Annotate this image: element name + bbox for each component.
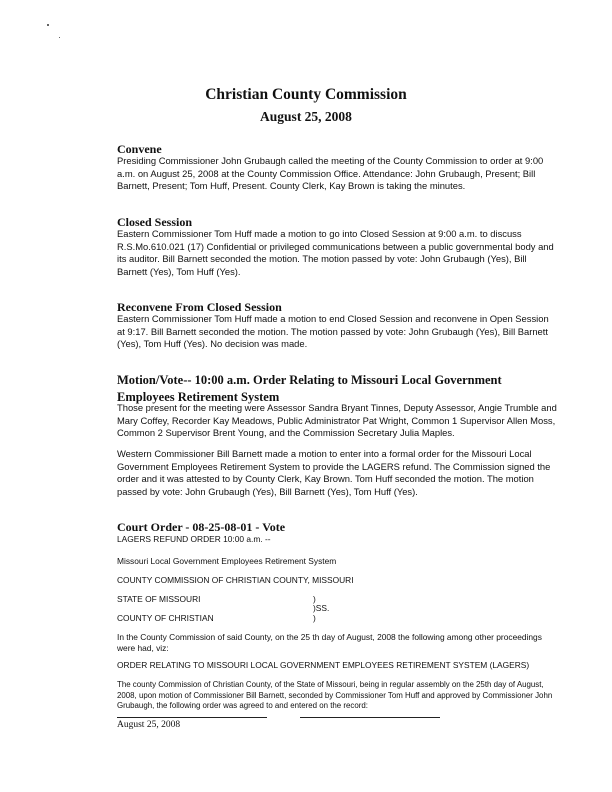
venue-brace-2: ) — [313, 613, 316, 623]
venue-ss: )SS. — [313, 603, 330, 613]
signature-line — [300, 717, 440, 718]
document-title: Christian County Commission — [205, 86, 407, 103]
motion-body: Western Commissioner Bill Barnett made a motion to enter into a formal order for the Missouri Local Government Employees Retirement System to provide the LAGERS refund. The Commission signed the order and it was attested to by County Clerk, Kay Brown. Tom Huff seconded the motion. The motion passed by vote: John Grubaugh (Yes), Bill Barnett (Yes), Tom Huff (Yes). — [117, 448, 551, 497]
state-label: STATE OF MISSOURI — [117, 594, 201, 604]
motion-attendance: Those present for the meeting were Assessor Sandra Bryant Tinnes, Deputy Assessor, Angie Trumble and Mary Coffey, Recorder Kay Meadows, Public Administrator Pat Wright, Common 1 Supervisor Allen Moss, Common 2 Supervisor Brent Young, and the Commission Secretary Julia Maples. — [117, 402, 557, 438]
convene-body: Presiding Commissioner John Grubaugh called the meeting of the County Commission to order at 9:00 a.m. on August 25, 2008 at the County Commission Office. Attendance: John Grubaugh, Present; Bill Barnett, Present; Tom Huff, Present. County Clerk, Kay Brown is taking the minutes. — [117, 155, 544, 191]
scan-speck — [47, 24, 49, 26]
venue-brace-1: ) — [313, 594, 316, 604]
court-order-recital: The county Commission of Christian County, of the State of Missouri, being in regular assembly on the 25th day of August, 2008, upon motion of Commissioner Bill Barnett, seconded by Commissioner Tom Huff and approved by Commissioner John Grubaugh, the following order was agreed to and entered on the record: — [117, 680, 553, 710]
court-order-line-1: LAGERS REFUND ORDER 10:00 a.m. -- — [117, 534, 271, 544]
document-date: August 25, 2008 — [260, 109, 352, 124]
court-order-line-3: COUNTY COMMISSION OF CHRISTIAN COUNTY, MISSOURI — [117, 575, 354, 585]
motion-heading: Motion/Vote-- 10:00 a.m. Order Relating to Missouri Local Government Employees Retirement System — [117, 373, 502, 404]
closed-session-heading: Closed Session — [117, 215, 193, 229]
closed-session-body: Eastern Commissioner Tom Huff made a motion to go into Closed Session at 9:00 a.m. to discuss R.S.Mo.610.021 (17) Confidential or privileged communications between a public governmental body and its auditor. Bill Barnett seconded the motion. The motion passed by vote: John Grubaugh (Yes), Bill Barnett (Yes), Tom Huff (Yes). — [117, 228, 554, 277]
court-order-line-2: Missouri Local Government Employees Retirement System — [117, 556, 337, 566]
scan-speck — [59, 37, 60, 38]
reconvene-heading: Reconvene From Closed Session — [117, 300, 282, 314]
court-order-preamble: In the County Commission of said County, on the 25 th day of August, 2008 the following among other proceedings were had, viz: — [117, 632, 542, 653]
convene-heading: Convene — [117, 142, 162, 156]
signature-line — [117, 717, 267, 718]
order-title: ORDER RELATING TO MISSOURI LOCAL GOVERNMENT EMPLOYEES RETIREMENT SYSTEM (LAGERS) — [117, 660, 530, 670]
reconvene-body: Eastern Commissioner Tom Huff made a motion to end Closed Session and reconvene in Open Session at 9:17. Bill Barnett seconded the motion. The motion passed by vote: John Grubaugh (Yes), Bill Barnett (Yes), Tom Huff (Yes). No decision was made. — [117, 313, 549, 349]
court-order-heading: Court Order - 08-25-08-01 - Vote — [117, 520, 286, 534]
footer-date: August 25, 2008 — [117, 720, 181, 730]
county-label: COUNTY OF CHRISTIAN — [117, 613, 214, 623]
